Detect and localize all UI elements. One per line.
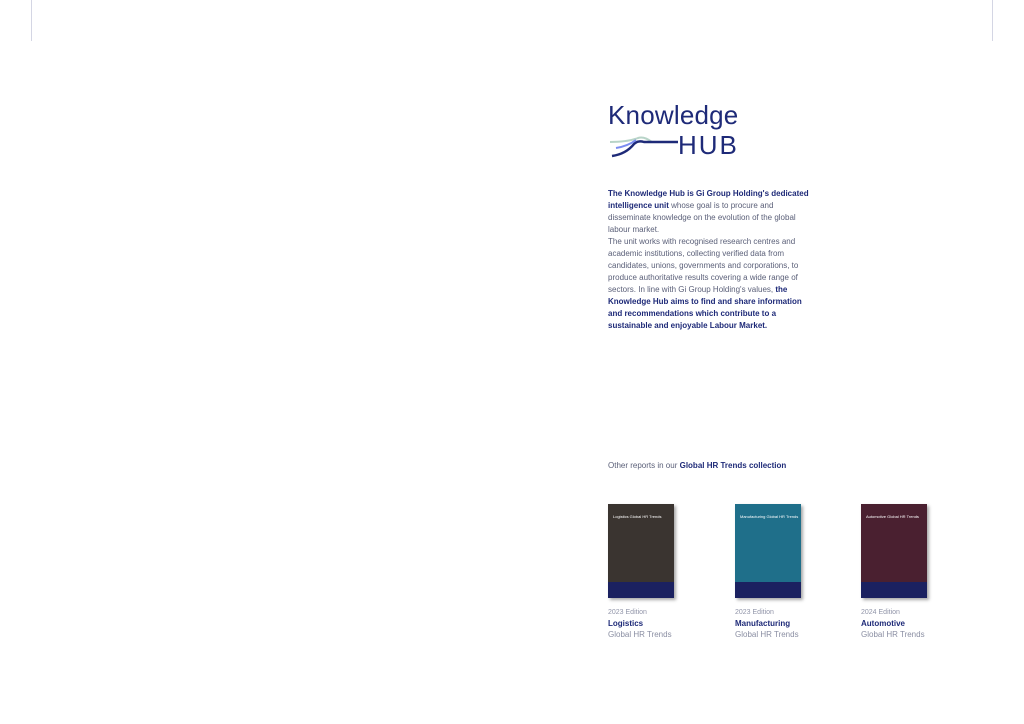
report-card-automotive[interactable] (861, 504, 951, 640)
intro-paragraph-2 (608, 236, 813, 332)
logo-swoosh-icon (608, 128, 678, 160)
knowledge-hub-logo (608, 100, 758, 160)
cover-band (861, 582, 927, 598)
report-card-logistics[interactable] (608, 504, 698, 640)
cover-title: Logistics Global HR Trends (613, 514, 662, 519)
report-edition: 2023 Edition (735, 609, 774, 616)
report-edition: 2024 Edition (861, 609, 900, 616)
cover-title: Manufacturing Global HR Trends (740, 514, 799, 519)
report-card-manufacturing[interactable] (735, 504, 825, 640)
logo-hub-text: HUB (678, 130, 739, 160)
collection-link[interactable]: Global HR Trends collection (679, 461, 787, 470)
collection-heading (608, 460, 786, 472)
report-edition: 2023 Edition (608, 609, 647, 616)
intro-text-1: whose goal is to procure and disseminate knowledge on the evolution of the global labour market. (608, 201, 796, 234)
report-subtitle: Global HR Trends (608, 630, 672, 639)
collection-prefix: Other reports in our (608, 461, 680, 470)
intro-bold-2: the Knowledge Hub aims to find and share information and recommendations which contribute to a sustainable and enjoyable Labour Market. (608, 285, 802, 330)
intro-bold-1: The Knowledge Hub is Gi Group Holding's dedicated intelligence unit (608, 189, 809, 210)
report-subtitle: Global HR Trends (735, 630, 799, 639)
intro-paragraph-1 (608, 188, 813, 236)
logo-wordmark: Knowledge (608, 100, 739, 130)
crop-mark-left (31, 0, 32, 41)
intro-text (608, 188, 813, 332)
report-title[interactable]: Logistics (608, 619, 644, 628)
cover-band (608, 582, 674, 598)
cover-title: Automotive Global HR Trends (866, 514, 919, 519)
report-cover[interactable] (861, 504, 927, 598)
report-subtitle: Global HR Trends (861, 630, 925, 639)
report-cover[interactable] (735, 504, 801, 598)
report-title[interactable]: Manufacturing (735, 619, 791, 628)
report-title[interactable]: Automotive (861, 619, 905, 628)
intro-text-2: The unit works with recognised research centres and academic institutions, collecting verified data from candidates, unions, governments and corporations, to produce authoritative results covering a wide range of sectors. In line with Gi Group Holding's values, (608, 237, 799, 294)
cover-band (735, 582, 801, 598)
crop-mark-right (992, 0, 993, 41)
report-cover[interactable] (608, 504, 674, 598)
